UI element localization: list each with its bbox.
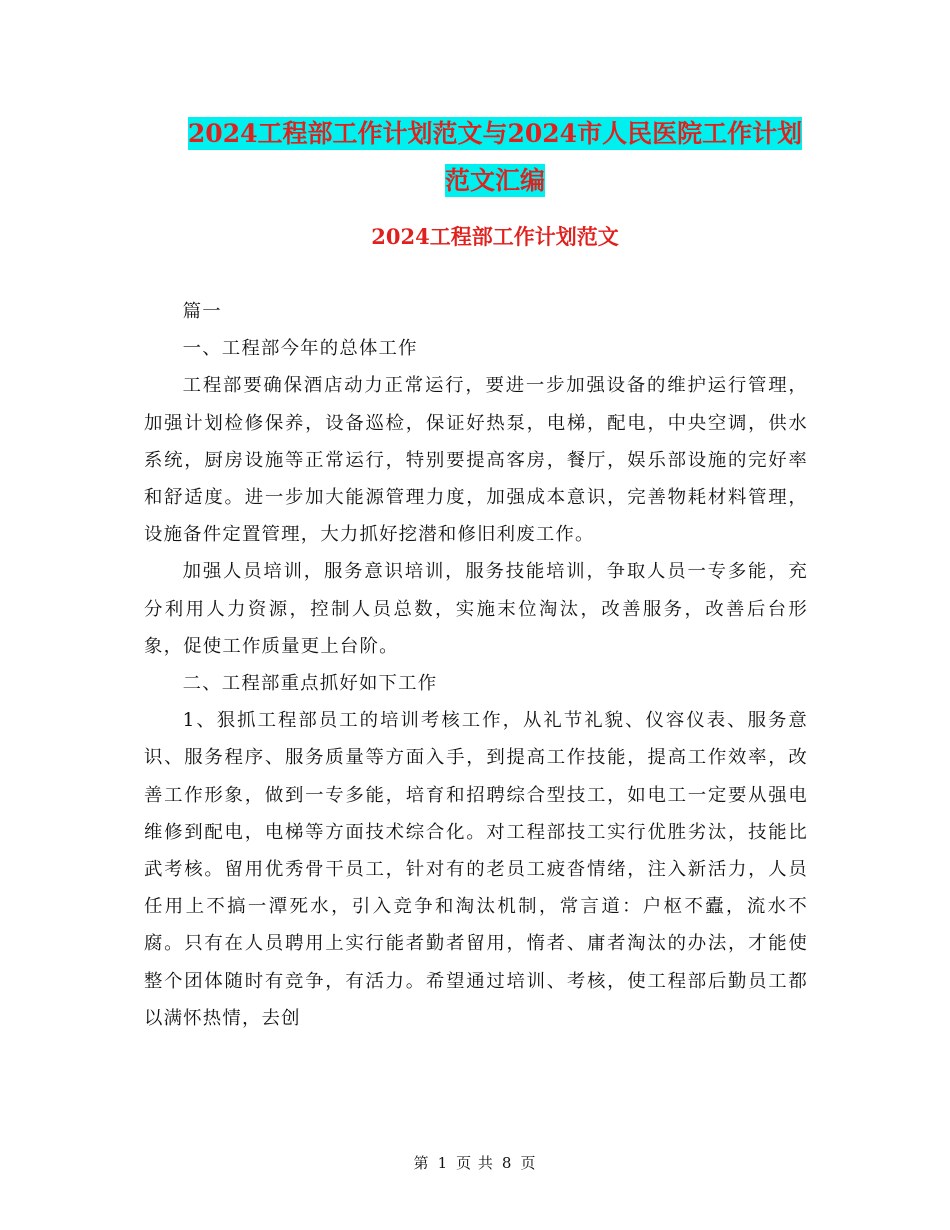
paragraph-body: 工程部要确保酒店动力正常运行，要进一步加强设备的维护运行管理，加强计划检修保养，设备巡检，保证好热泵，电梯，配电，中央空调，供水系统，厨房设施等正常运行，特别要提高客房，餐厅，娱乐部设施的完好率和舒适度。进一步加大能源管理力度，加强成本意识，完善物耗材料管理，设施备件定置管理，大力抓好挖潜和修旧利废工作。 [144,375,808,546]
footer-page-total: 8 [501,1154,513,1172]
document-title [140,110,850,204]
page-footer [0,1152,950,1173]
paragraph-body: 1、狠抓工程部员工的培训考核工作，从礼节礼貌、仪容仪表、服务意识、服务程序、服务质量等方面入手，到提高工作技能，提高工作效率，改善工作形象，做到一专多能，培育和招聘综合型技工，如电工一定要从强电维修到配电，电梯等方面技术综合化。对工程部技工实行优胜劣汰，技能比武考核。留用优秀骨干员工，针对有的老员工疲沓情绪，注入新活力，人员任用上不搞一潭死水，引入竞争和淘汰机制，常言道：户枢不蠹，流水不腐。只有在人员聘用上实行能者勤者留用，惰者、庸者淘汰的办法，才能使整个团体随时有竞争，有活力。希望通过培训、考核，使工程部后勤员工都以满怀热情，去创 [144,710,808,1029]
footer-suffix: 页 [520,1154,537,1172]
document-title-line-1: 2024工程部工作计划范文与2024市人民医院工作计划 [187,119,803,148]
footer-page-number: 1 [437,1154,449,1172]
paragraph-heading-1: 一、工程部今年的总体工作 [182,338,418,360]
paragraph-heading-2: 二、工程部重点抓好如下工作 [182,673,438,695]
document-title-line-2: 范文汇编 [444,166,545,195]
footer-prefix: 第 [413,1154,430,1172]
paragraph-heading-part: 篇一 [182,301,222,322]
document-body [144,293,808,1037]
section-title: 2024工程部工作计划范文 [371,224,619,249]
paragraph-body: 加强人员培训，服务意识培训，服务技能培训，争取人员一专多能，充分利用人力资源，控制人员总数，实施末位淘汰，改善服务，改善后台形象，促使工作质量更上台阶。 [144,561,808,657]
footer-mid: 页 共 [456,1154,494,1172]
